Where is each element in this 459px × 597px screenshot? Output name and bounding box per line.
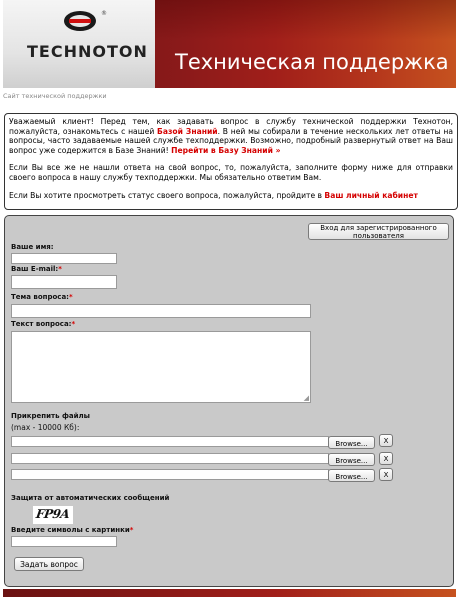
knowledge-base-link[interactable]: Базой Знаний <box>157 126 218 136</box>
subject-label-text: Тема вопроса: <box>11 293 69 301</box>
intro-paragraph-1 <box>9 117 453 155</box>
intro-text: Уважаемый клиент! Перед тем, как задавать вопрос в службу технической поддержки Технотон, пожалуйста, ознакомьтесь с нашей <box>9 117 453 136</box>
banner-shade <box>155 0 456 40</box>
email-label-text: Ваш E-mail: <box>11 265 59 273</box>
technoton-logo-icon <box>63 10 97 32</box>
required-mark: * <box>71 320 76 328</box>
email-label <box>11 265 62 273</box>
question-textarea[interactable] <box>11 331 311 403</box>
captcha-input-label <box>11 526 133 534</box>
question-text-label-text: Текст вопроса: <box>11 320 72 328</box>
name-label: Ваше имя: <box>11 243 54 251</box>
resize-handle-icon[interactable]: ◢ <box>303 394 309 402</box>
browse-button-3[interactable]: Browse... <box>328 469 375 482</box>
captcha-input-label-text: Введите символы с картинки <box>11 526 130 534</box>
subject-input[interactable] <box>11 304 311 318</box>
registered-mark: ® <box>101 10 107 17</box>
captcha-image <box>33 506 73 524</box>
logo-area <box>3 0 155 88</box>
intro-text: . В ней мы собирали в течение нескольких лет ответы на вопросы, часто задаваемые нашей службе техподдержки. Возможно, подробный развернутый ответ на Ваш вопрос уже содержится в Базе Знаний! <box>9 126 453 155</box>
file-input-3[interactable] <box>11 469 329 480</box>
remove-file-button-1[interactable]: X <box>379 434 393 447</box>
page-title: Техническая поддержка <box>175 50 449 74</box>
captcha-label: Защита от автоматических сообщений <box>11 494 170 502</box>
browse-button-1[interactable]: Browse... <box>328 436 375 449</box>
remove-file-button-2[interactable]: X <box>379 452 393 465</box>
breadcrumb[interactable]: Сайт технической поддержки <box>3 92 107 100</box>
intro-text: Если Вы хотите просмотреть статус своего вопроса, пожалуйста, пройдите в <box>9 190 325 200</box>
header-banner <box>3 0 456 88</box>
submit-button[interactable]: Задать вопрос <box>14 557 84 571</box>
go-to-knowledge-base-link[interactable]: Перейти в Базу Знаний » <box>171 145 281 155</box>
required-mark: * <box>68 293 73 301</box>
file-input-2[interactable] <box>11 453 329 464</box>
intro-paragraph-3 <box>9 191 453 201</box>
personal-cabinet-link[interactable]: Ваш личный кабинет <box>324 190 418 200</box>
remove-file-button-3[interactable]: X <box>379 468 393 481</box>
name-input[interactable] <box>11 253 117 264</box>
intro-paragraph-2: Если Вы все же не нашли ответа на свой вопрос, то, пожалуйста, заполните форму ниже для отправки своего вопроса в нашу службу техподдержки. Мы обязательно ответим Вам. <box>9 163 453 182</box>
brand-name: TECHNOTON <box>27 42 148 61</box>
login-button[interactable]: Вход для зарегистрированного пользователя <box>308 223 449 240</box>
subject-label <box>11 293 73 301</box>
attach-label: Прикрепить файлы <box>11 412 90 420</box>
question-text-label <box>11 320 75 328</box>
captcha-text: FP9A <box>35 507 71 521</box>
browse-button-2[interactable]: Browse... <box>328 453 375 466</box>
captcha-input[interactable] <box>11 536 117 547</box>
footer-bar <box>3 589 456 597</box>
file-input-1[interactable] <box>11 436 329 447</box>
intro-box <box>4 113 458 210</box>
required-mark: * <box>58 265 62 273</box>
required-mark: * <box>129 526 134 534</box>
question-form <box>4 215 454 587</box>
attach-limit: (max - 10000 Кб): <box>11 423 80 432</box>
email-input[interactable] <box>11 275 117 289</box>
